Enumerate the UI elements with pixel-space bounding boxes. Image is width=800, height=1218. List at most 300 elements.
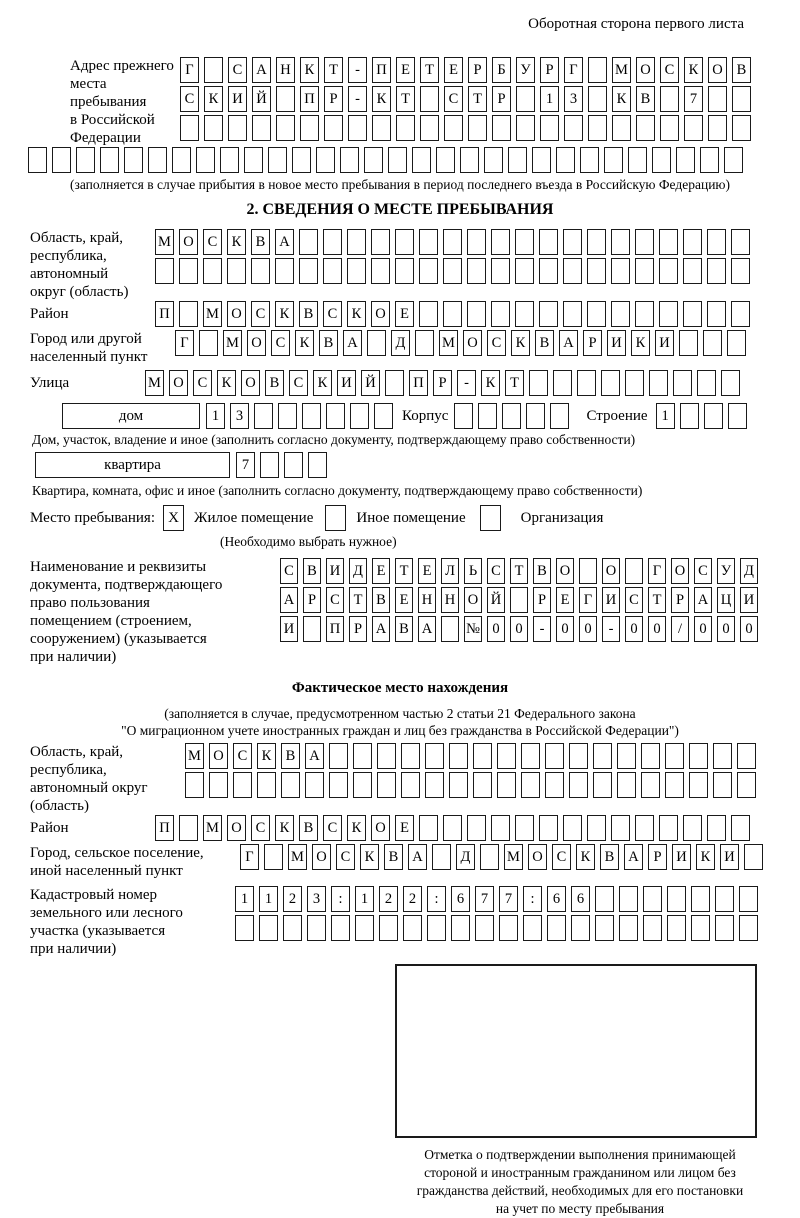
char-cell[interactable]: И [740,587,758,613]
char-cell[interactable] [204,57,223,83]
char-cell[interactable]: А [418,616,436,642]
char-cell[interactable]: К [204,86,223,112]
char-cell[interactable] [617,772,636,798]
char-cell[interactable] [307,915,326,941]
char-cell[interactable] [76,147,95,173]
char-cell[interactable]: Р [468,57,487,83]
char-cell[interactable] [521,743,540,769]
char-cell[interactable] [377,772,396,798]
char-cell[interactable]: № [464,616,482,642]
char-cell[interactable] [587,301,606,327]
char-cell[interactable] [420,86,439,112]
char-cell[interactable] [641,772,660,798]
char-cell[interactable] [348,115,367,141]
char-cell[interactable] [276,86,295,112]
char-cell[interactable]: Г [180,57,199,83]
char-cell[interactable] [721,370,740,396]
char-cell[interactable] [268,147,287,173]
char-cell[interactable]: К [372,86,391,112]
char-cell[interactable]: К [696,844,715,870]
char-cell[interactable]: Г [175,330,194,356]
char-cell[interactable]: Д [456,844,475,870]
char-cell[interactable]: А [372,616,390,642]
char-cell[interactable]: С [280,558,298,584]
char-cell[interactable]: О [312,844,331,870]
char-cell[interactable]: О [528,844,547,870]
char-cell[interactable] [432,844,451,870]
char-cell[interactable]: 0 [556,616,574,642]
char-cell[interactable]: В [281,743,300,769]
char-cell[interactable]: Л [441,558,459,584]
char-cell[interactable]: Т [648,587,666,613]
char-cell[interactable] [260,452,279,478]
char-cell[interactable]: В [299,301,318,327]
char-cell[interactable] [715,915,734,941]
char-cell[interactable] [364,147,383,173]
char-cell[interactable] [652,147,671,173]
char-cell[interactable] [502,403,521,429]
char-cell[interactable] [467,229,486,255]
char-cell[interactable] [588,57,607,83]
char-cell[interactable] [419,258,438,284]
char-cell[interactable] [641,743,660,769]
char-cell[interactable]: 0 [510,616,528,642]
char-cell[interactable] [350,403,369,429]
char-cell[interactable] [625,558,643,584]
char-cell[interactable]: К [347,301,366,327]
char-cell[interactable]: В [265,370,284,396]
char-cell[interactable]: М [145,370,164,396]
char-cell[interactable]: Б [492,57,511,83]
char-cell[interactable]: М [439,330,458,356]
char-cell[interactable]: Г [648,558,666,584]
char-cell[interactable]: 7 [236,452,255,478]
char-cell[interactable] [467,815,486,841]
char-cell[interactable]: 6 [547,886,566,912]
char-cell[interactable] [539,258,558,284]
char-cell[interactable] [521,772,540,798]
char-cell[interactable]: Т [468,86,487,112]
char-cell[interactable]: С [193,370,212,396]
char-cell[interactable]: 1 [656,403,675,429]
char-cell[interactable]: П [155,301,174,327]
char-cell[interactable] [299,258,318,284]
checkbox-other-premises[interactable] [325,505,346,531]
char-cell[interactable] [441,616,459,642]
char-cell[interactable] [593,772,612,798]
char-cell[interactable] [563,815,582,841]
char-cell[interactable] [731,229,750,255]
char-cell[interactable]: Р [533,587,551,613]
char-cell[interactable]: С [625,587,643,613]
char-cell[interactable]: С [251,815,270,841]
char-cell[interactable] [601,370,620,396]
char-cell[interactable]: К [295,330,314,356]
char-cell[interactable] [329,743,348,769]
char-cell[interactable] [731,301,750,327]
char-cell[interactable] [401,772,420,798]
char-cell[interactable] [660,115,679,141]
char-cell[interactable] [571,915,590,941]
char-cell[interactable]: В [319,330,338,356]
char-cell[interactable] [635,229,654,255]
char-cell[interactable]: 1 [259,886,278,912]
char-cell[interactable]: У [516,57,535,83]
char-cell[interactable] [737,772,756,798]
char-cell[interactable] [588,86,607,112]
char-cell[interactable]: С [552,844,571,870]
char-cell[interactable] [635,258,654,284]
char-cell[interactable] [299,229,318,255]
char-cell[interactable]: 1 [235,886,254,912]
char-cell[interactable] [379,915,398,941]
char-cell[interactable] [100,147,119,173]
char-cell[interactable] [659,301,678,327]
char-cell[interactable]: В [372,587,390,613]
char-cell[interactable] [353,743,372,769]
char-cell[interactable]: С [487,330,506,356]
char-cell[interactable]: М [288,844,307,870]
char-cell[interactable]: К [360,844,379,870]
char-cell[interactable] [497,772,516,798]
char-cell[interactable]: К [631,330,650,356]
char-cell[interactable]: О [463,330,482,356]
char-cell[interactable] [473,772,492,798]
char-cell[interactable] [577,370,596,396]
char-cell[interactable]: 0 [579,616,597,642]
char-cell[interactable] [415,330,434,356]
char-cell[interactable]: В [303,558,321,584]
char-cell[interactable]: А [275,229,294,255]
char-cell[interactable] [460,147,479,173]
char-cell[interactable] [204,115,223,141]
char-cell[interactable] [625,370,644,396]
char-cell[interactable] [553,370,572,396]
char-cell[interactable] [492,115,511,141]
char-cell[interactable]: А [252,57,271,83]
char-cell[interactable]: В [395,616,413,642]
char-cell[interactable]: О [636,57,655,83]
char-cell[interactable]: О [227,815,246,841]
char-cell[interactable]: С [660,57,679,83]
char-cell[interactable] [660,86,679,112]
char-cell[interactable]: 0 [487,616,505,642]
char-cell[interactable] [703,330,722,356]
char-cell[interactable]: А [624,844,643,870]
char-cell[interactable] [467,301,486,327]
char-cell[interactable]: И [720,844,739,870]
char-cell[interactable]: О [671,558,689,584]
char-cell[interactable] [707,258,726,284]
char-cell[interactable] [659,258,678,284]
char-cell[interactable] [324,115,343,141]
char-cell[interactable]: К [511,330,530,356]
char-cell[interactable]: И [607,330,626,356]
char-cell[interactable]: О [556,558,574,584]
char-cell[interactable] [515,815,534,841]
char-cell[interactable] [569,772,588,798]
char-cell[interactable] [420,115,439,141]
char-cell[interactable] [179,301,198,327]
char-cell[interactable] [587,258,606,284]
char-cell[interactable] [643,886,662,912]
char-cell[interactable]: : [331,886,350,912]
char-cell[interactable] [547,915,566,941]
char-cell[interactable] [635,301,654,327]
char-cell[interactable]: Р [671,587,689,613]
char-cell[interactable]: Г [579,587,597,613]
char-cell[interactable]: Р [433,370,452,396]
char-cell[interactable]: Д [349,558,367,584]
char-cell[interactable] [228,115,247,141]
char-cell[interactable]: Г [240,844,259,870]
char-cell[interactable] [419,229,438,255]
char-cell[interactable]: Е [418,558,436,584]
char-cell[interactable]: В [299,815,318,841]
char-cell[interactable] [611,229,630,255]
char-cell[interactable]: 3 [564,86,583,112]
char-cell[interactable]: К [227,229,246,255]
char-cell[interactable] [300,115,319,141]
char-cell[interactable]: Н [276,57,295,83]
char-cell[interactable]: К [217,370,236,396]
char-cell[interactable] [233,772,252,798]
char-cell[interactable] [252,115,271,141]
char-cell[interactable]: В [600,844,619,870]
char-cell[interactable]: К [481,370,500,396]
char-cell[interactable]: К [347,815,366,841]
char-cell[interactable]: В [384,844,403,870]
char-cell[interactable] [308,452,327,478]
char-cell[interactable] [689,772,708,798]
char-cell[interactable] [593,743,612,769]
char-cell[interactable] [196,147,215,173]
char-cell[interactable]: И [280,616,298,642]
char-cell[interactable] [491,258,510,284]
char-cell[interactable] [374,403,393,429]
char-cell[interactable] [515,258,534,284]
char-cell[interactable]: К [257,743,276,769]
char-cell[interactable] [377,743,396,769]
char-cell[interactable] [323,229,342,255]
char-cell[interactable]: : [427,886,446,912]
char-cell[interactable]: М [203,301,222,327]
char-cell[interactable] [444,115,463,141]
char-cell[interactable]: Р [540,57,559,83]
char-cell[interactable] [499,915,518,941]
char-cell[interactable] [331,915,350,941]
char-cell[interactable] [467,258,486,284]
char-cell[interactable]: С [251,301,270,327]
char-cell[interactable] [563,258,582,284]
char-cell[interactable]: 2 [403,886,422,912]
char-cell[interactable] [449,772,468,798]
char-cell[interactable]: И [655,330,674,356]
char-cell[interactable] [124,147,143,173]
char-cell[interactable] [636,115,655,141]
char-cell[interactable]: 0 [694,616,712,642]
char-cell[interactable] [443,229,462,255]
char-cell[interactable] [179,258,198,284]
char-cell[interactable] [443,815,462,841]
char-cell[interactable] [340,147,359,173]
char-cell[interactable]: 0 [648,616,666,642]
char-cell[interactable] [403,915,422,941]
char-cell[interactable]: И [228,86,247,112]
char-cell[interactable] [545,743,564,769]
char-cell[interactable]: Д [740,558,758,584]
char-cell[interactable] [643,915,662,941]
char-cell[interactable]: 1 [206,403,225,429]
char-cell[interactable] [556,147,575,173]
char-cell[interactable]: М [612,57,631,83]
char-cell[interactable]: О [371,301,390,327]
char-cell[interactable]: Ц [717,587,735,613]
char-cell[interactable] [526,403,545,429]
char-cell[interactable] [278,403,297,429]
char-cell[interactable]: - [348,57,367,83]
char-cell[interactable]: Е [372,558,390,584]
char-cell[interactable]: А [343,330,362,356]
char-cell[interactable] [539,229,558,255]
char-cell[interactable] [515,301,534,327]
char-cell[interactable] [676,147,695,173]
char-cell[interactable]: Т [349,587,367,613]
char-cell[interactable] [587,815,606,841]
char-cell[interactable]: Р [324,86,343,112]
char-cell[interactable] [491,301,510,327]
char-cell[interactable] [419,301,438,327]
char-cell[interactable]: В [732,57,751,83]
char-cell[interactable] [679,330,698,356]
char-cell[interactable]: М [223,330,242,356]
char-cell[interactable] [649,370,668,396]
char-cell[interactable]: У [717,558,735,584]
char-cell[interactable] [683,815,702,841]
char-cell[interactable] [371,258,390,284]
char-cell[interactable]: С [180,86,199,112]
char-cell[interactable]: / [671,616,689,642]
char-cell[interactable] [323,258,342,284]
char-cell[interactable]: А [408,844,427,870]
char-cell[interactable]: Н [441,587,459,613]
char-cell[interactable]: Т [324,57,343,83]
char-cell[interactable] [516,115,535,141]
char-cell[interactable]: В [535,330,554,356]
char-cell[interactable]: 1 [540,86,559,112]
char-cell[interactable] [401,743,420,769]
char-cell[interactable]: С [694,558,712,584]
char-cell[interactable] [510,587,528,613]
char-cell[interactable] [564,115,583,141]
char-cell[interactable] [254,403,273,429]
char-cell[interactable] [491,815,510,841]
char-cell[interactable]: 0 [717,616,735,642]
char-cell[interactable]: С [203,229,222,255]
char-cell[interactable]: В [251,229,270,255]
char-cell[interactable] [316,147,335,173]
char-cell[interactable]: И [337,370,356,396]
char-cell[interactable] [635,815,654,841]
char-cell[interactable]: О [371,815,390,841]
char-cell[interactable] [449,743,468,769]
char-cell[interactable] [563,229,582,255]
char-cell[interactable] [203,258,222,284]
char-cell[interactable] [28,147,47,173]
char-cell[interactable] [347,229,366,255]
char-cell[interactable] [619,886,638,912]
char-cell[interactable]: Т [396,86,415,112]
char-cell[interactable]: Д [391,330,410,356]
char-cell[interactable]: К [576,844,595,870]
char-cell[interactable]: Е [556,587,574,613]
char-cell[interactable] [427,915,446,941]
char-cell[interactable] [667,886,686,912]
char-cell[interactable]: С [323,301,342,327]
char-cell[interactable] [259,915,278,941]
char-cell[interactable]: И [602,587,620,613]
char-cell[interactable] [523,915,542,941]
char-cell[interactable] [715,886,734,912]
char-cell[interactable] [475,915,494,941]
char-cell[interactable]: Е [444,57,463,83]
char-cell[interactable]: Т [395,558,413,584]
char-cell[interactable] [367,330,386,356]
char-cell[interactable]: О [602,558,620,584]
char-cell[interactable] [588,115,607,141]
char-cell[interactable]: 7 [684,86,703,112]
char-cell[interactable] [684,115,703,141]
char-cell[interactable] [371,229,390,255]
char-cell[interactable] [355,915,374,941]
char-cell[interactable] [563,301,582,327]
char-cell[interactable] [491,229,510,255]
char-cell[interactable] [737,743,756,769]
char-cell[interactable] [595,915,614,941]
char-cell[interactable] [683,229,702,255]
char-cell[interactable]: - [348,86,367,112]
char-cell[interactable]: И [672,844,691,870]
char-cell[interactable] [516,86,535,112]
char-cell[interactable] [532,147,551,173]
char-cell[interactable] [683,301,702,327]
char-cell[interactable]: Р [492,86,511,112]
char-cell[interactable]: М [155,229,174,255]
char-cell[interactable]: 7 [475,886,494,912]
char-cell[interactable] [659,815,678,841]
char-cell[interactable]: Ь [464,558,482,584]
char-cell[interactable]: С [444,86,463,112]
char-cell[interactable]: И [326,558,344,584]
char-cell[interactable] [579,558,597,584]
char-cell[interactable] [515,229,534,255]
char-cell[interactable]: С [326,587,344,613]
char-cell[interactable]: О [209,743,228,769]
char-cell[interactable] [451,915,470,941]
char-cell[interactable]: Е [395,815,414,841]
char-cell[interactable] [732,115,751,141]
checkbox-residential[interactable]: X [163,505,184,531]
char-cell[interactable] [587,229,606,255]
char-cell[interactable]: К [275,815,294,841]
char-cell[interactable] [683,258,702,284]
char-cell[interactable]: Г [564,57,583,83]
char-cell[interactable] [611,258,630,284]
char-cell[interactable]: М [185,743,204,769]
char-cell[interactable]: 1 [355,886,374,912]
char-cell[interactable] [179,815,198,841]
char-cell[interactable] [185,772,204,798]
